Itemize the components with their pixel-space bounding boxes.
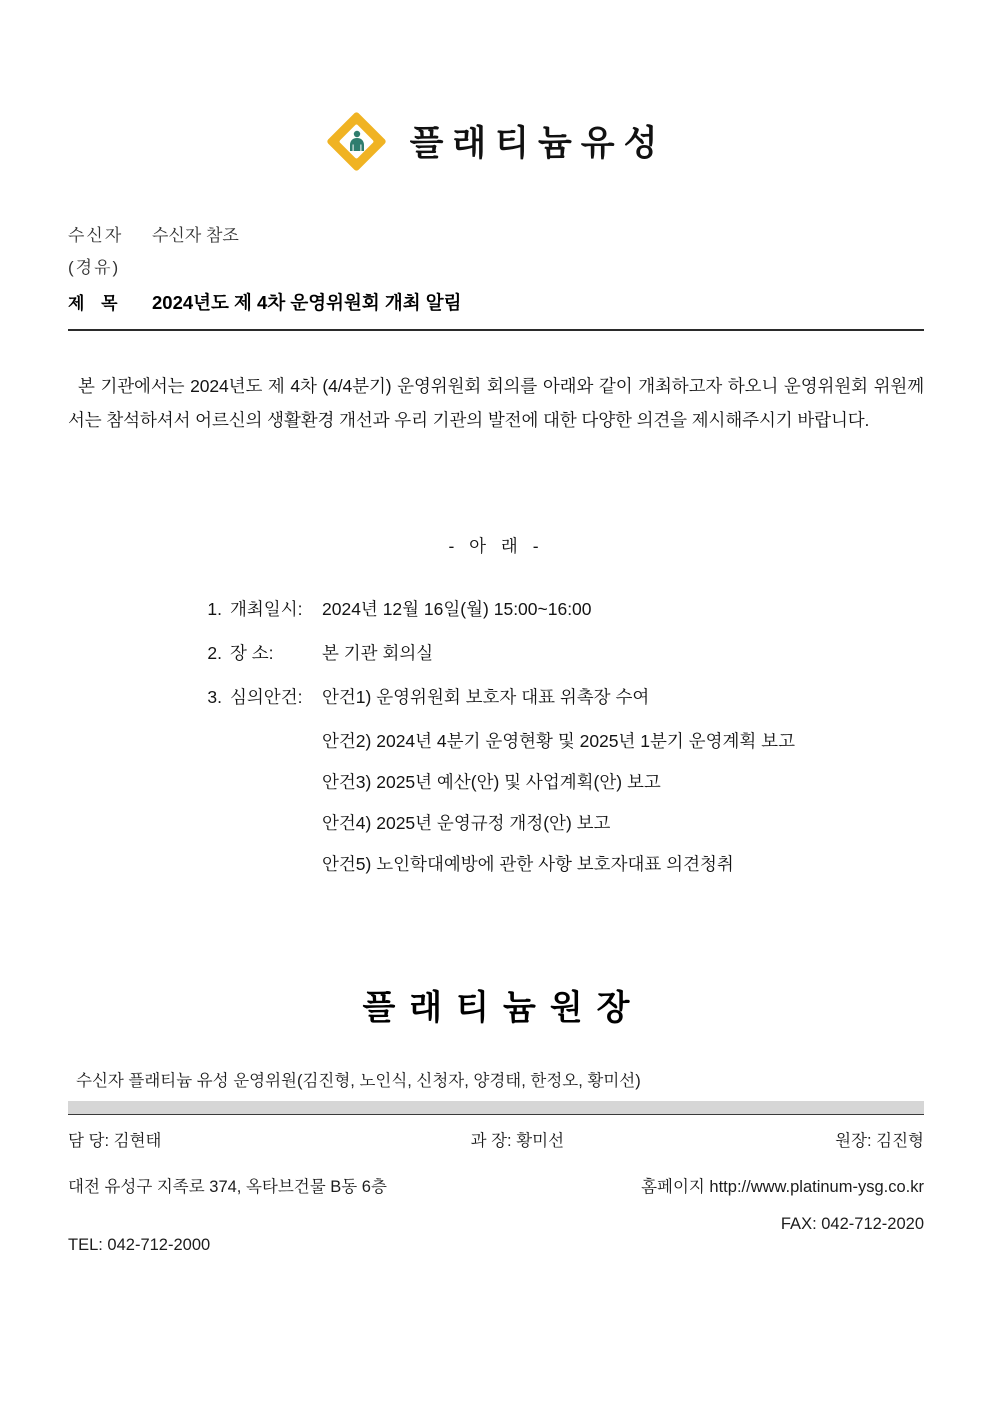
footer-director: 원장: 김진형 bbox=[835, 1132, 924, 1151]
platinum-diamond-logo-icon bbox=[326, 110, 388, 172]
footer-address: 대전 유성구 지족로 374, 옥타브건물 B동 6층 bbox=[68, 1178, 387, 1197]
list-item: 안건4) 2025년 운영규정 개정(안) 보고 bbox=[322, 813, 611, 834]
person-icon bbox=[348, 130, 366, 152]
agenda-list bbox=[68, 596, 924, 876]
subject-label: 제 목 bbox=[68, 293, 124, 313]
list-item: 안건5) 노인학대예방에 관한 사항 보호자대표 의견청취 bbox=[322, 854, 734, 875]
footer-staff: 담 당: 김현태 bbox=[68, 1132, 162, 1151]
footer-homepage[interactable]: 홈페이지 http://www.platinum-ysg.co.kr bbox=[641, 1178, 924, 1197]
document-header-block bbox=[68, 220, 924, 331]
footer-gray-bar bbox=[68, 1101, 924, 1114]
item-value: 본 기관 회의실 bbox=[322, 643, 434, 664]
list-item bbox=[196, 596, 924, 621]
subject-value: 2024년도 제 4차 운영위원회 개최 알림 bbox=[152, 291, 462, 313]
footer-tel: TEL: 042-712-2000 bbox=[68, 1236, 211, 1255]
item-number: 3. bbox=[207, 687, 222, 708]
recipients-line: 수신자 플래티늄 유성 운영위원(김진형, 노인식, 신청자, 양경태, 한정오, 황미선) bbox=[76, 1072, 641, 1091]
item-number: 2. bbox=[207, 643, 222, 664]
agenda-sublist bbox=[196, 728, 924, 876]
header-divider bbox=[68, 329, 924, 331]
logo-header bbox=[68, 0, 924, 172]
list-item bbox=[196, 640, 924, 665]
item-label: 개최일시: bbox=[230, 599, 303, 620]
footer-manager: 과 장: 황미선 bbox=[470, 1132, 565, 1151]
body-paragraph: 본 기관에서는 2024년도 제 4차 (4/4분기) 운영위원회 회의를 아래와 같이 개최하고자 하오니 운영위원회 위원께서는 참석하셔서 어르신의 생활환경 개선과 우리 기관의 발전에 대한 다양한 의견을 제시해주시기 바랍니다. bbox=[68, 375, 924, 431]
recipient-line bbox=[68, 220, 924, 252]
footer-fax: FAX: 042-712-2020 bbox=[780, 1215, 924, 1234]
item-number: 1. bbox=[207, 599, 222, 620]
arae-marker: - 아 래 - bbox=[448, 536, 544, 557]
recipient-label: 수신자 bbox=[68, 226, 124, 245]
footer-address-row bbox=[68, 1173, 924, 1197]
footer-staff-row bbox=[68, 1127, 924, 1151]
item-label: 심의안건: bbox=[230, 687, 303, 708]
list-item bbox=[196, 684, 924, 709]
recipient-value: 수신자 참조 bbox=[152, 226, 239, 245]
logo-text: 플래티늄유성 bbox=[409, 124, 667, 163]
item-label: 장 소: bbox=[230, 643, 274, 664]
footer-divider bbox=[68, 1114, 924, 1115]
item-value: 2024년 12월 16일(월) 15:00~16:00 bbox=[322, 599, 592, 620]
signature-title: 플래티늄원장 bbox=[362, 989, 644, 1028]
list-item: 안건2) 2024년 4분기 운영현황 및 2025년 1분기 운영계획 보고 bbox=[322, 731, 795, 752]
via-label: (경유) bbox=[68, 258, 121, 278]
subject-line bbox=[68, 285, 924, 320]
list-item: 안건3) 2025년 예산(안) 및 사업계획(안) 보고 bbox=[322, 772, 661, 793]
via-line bbox=[68, 252, 924, 284]
item-value: 안건1) 운영위원회 보호자 대표 위촉장 수여 bbox=[322, 687, 650, 708]
